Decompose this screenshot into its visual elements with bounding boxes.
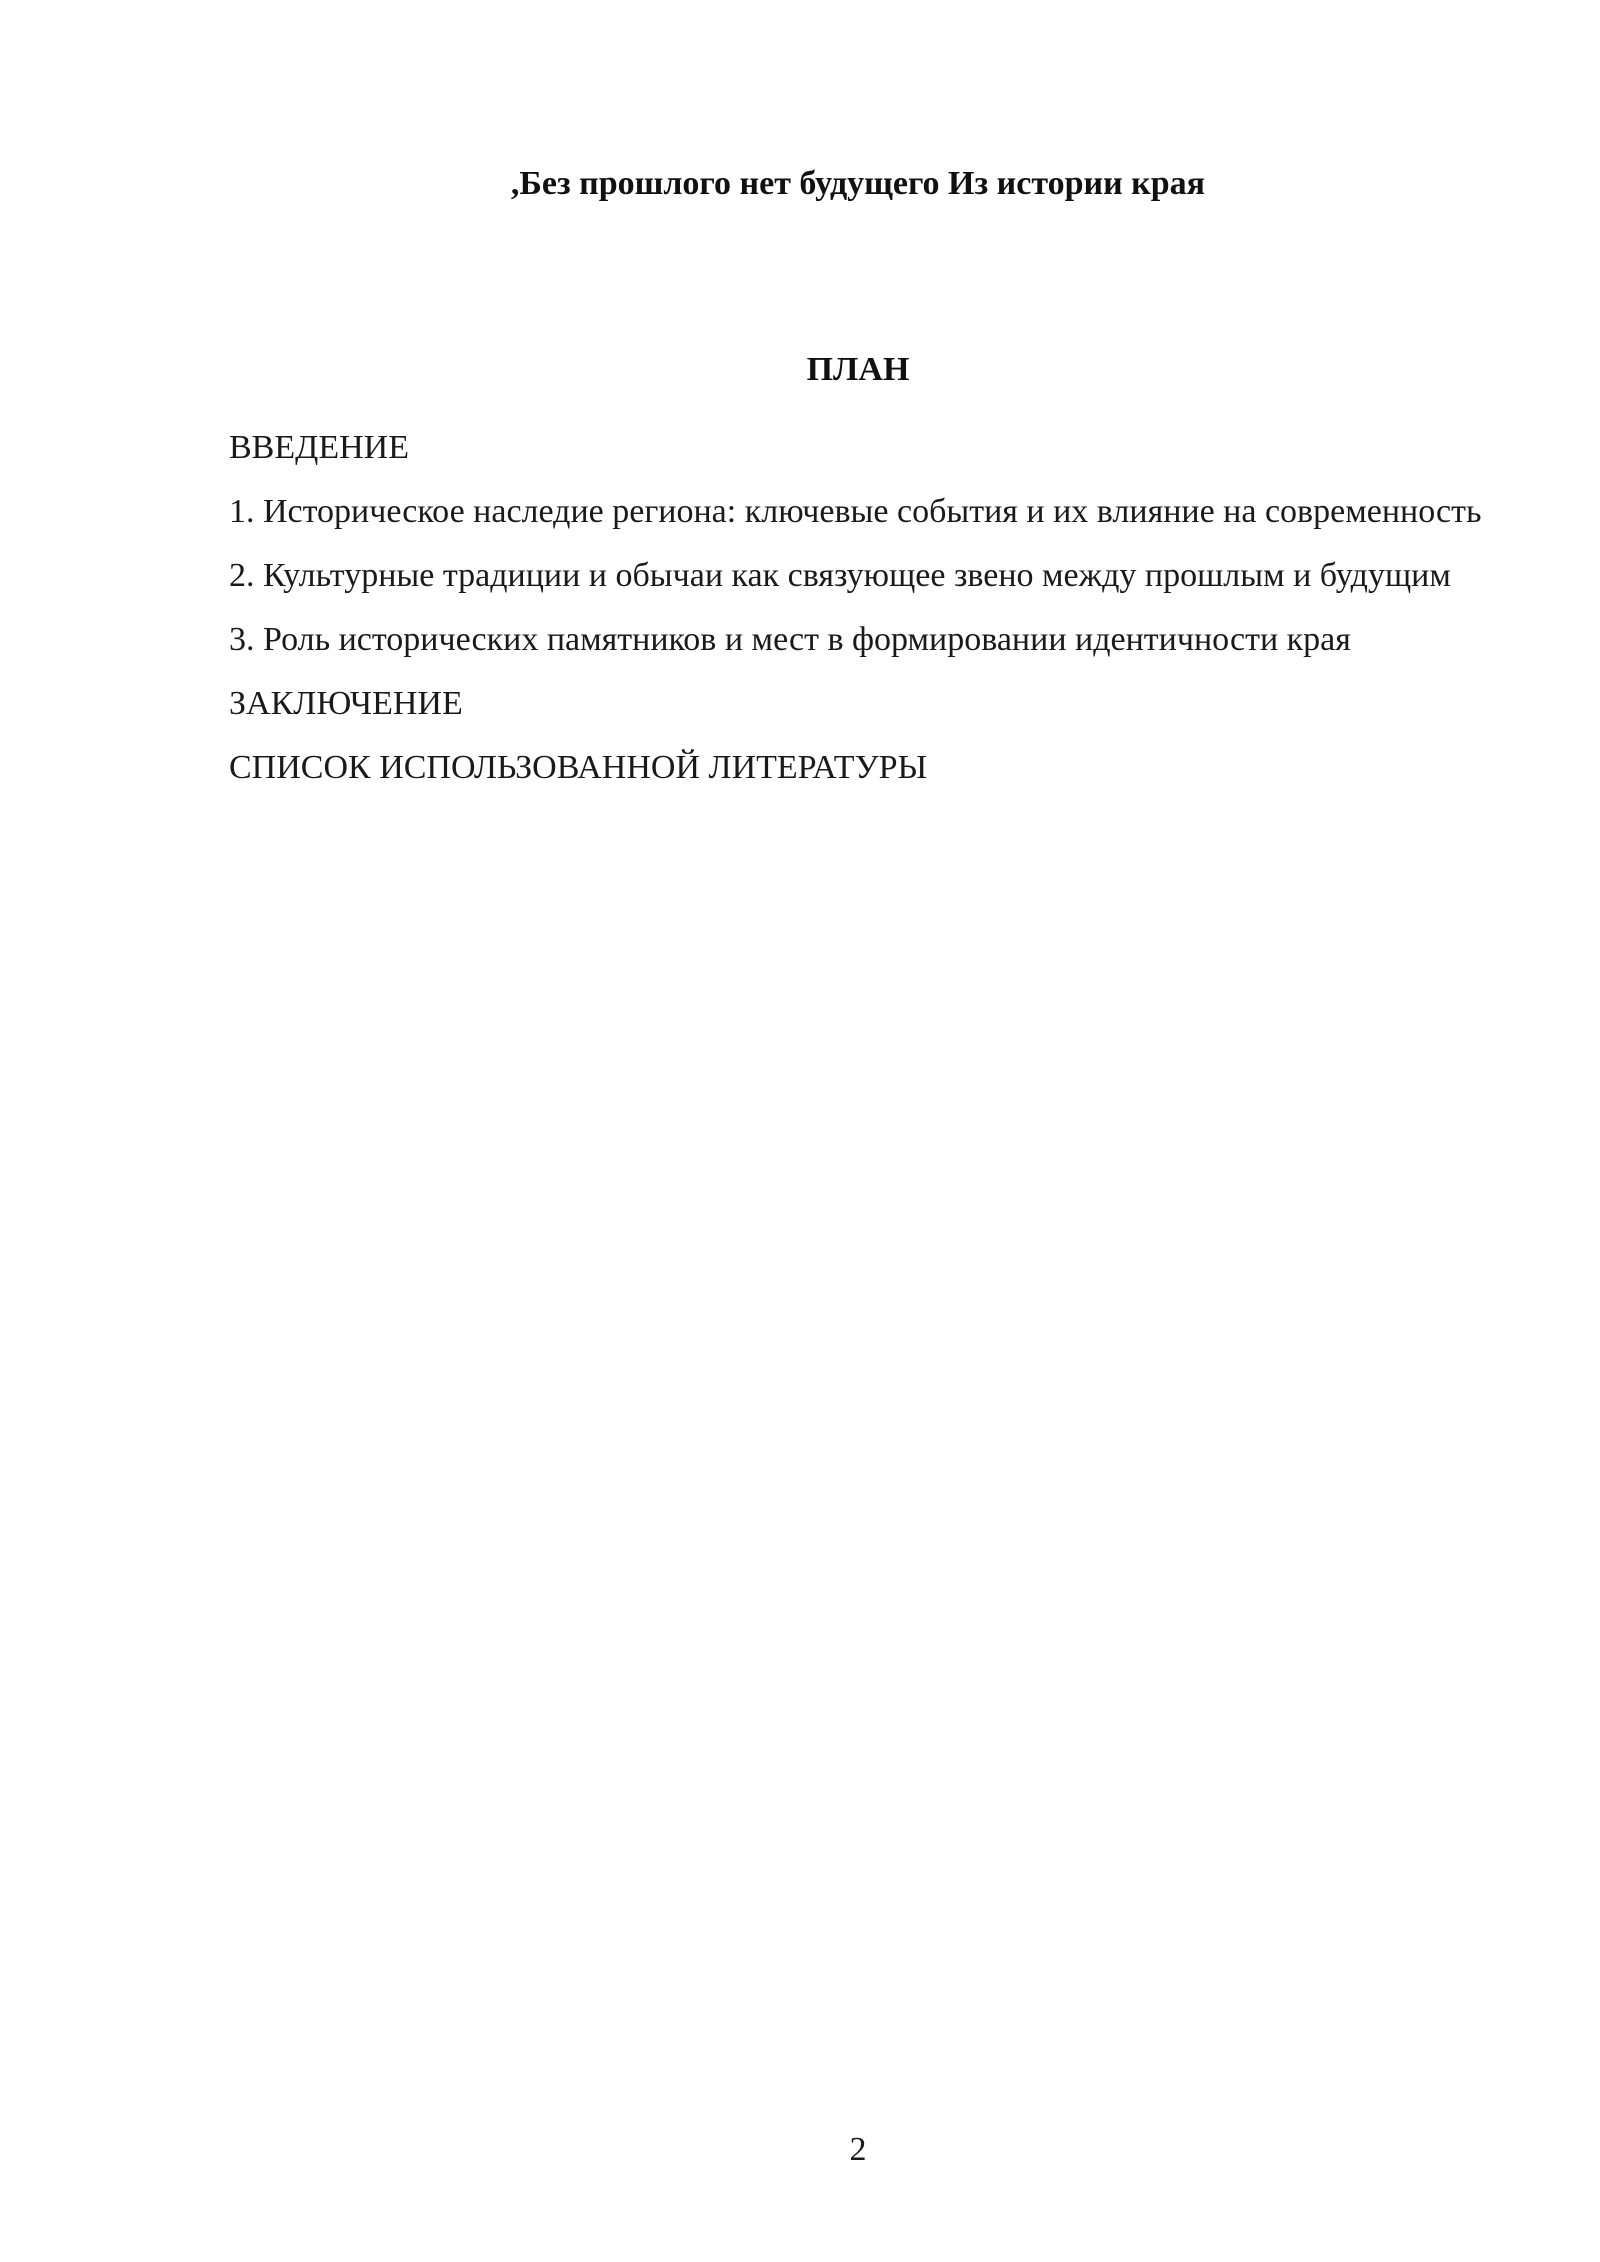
page-number: 2 <box>849 2131 867 2168</box>
toc-item-introduction: ВВЕДЕНИЕ <box>229 429 409 466</box>
toc-item-3: 3. Роль исторических памятников и мест в формировании идентичности края <box>229 621 1351 658</box>
table-of-contents <box>229 420 1499 804</box>
toc-item-2: 2. Культурные традиции и обычаи как связующее звено между прошлым и будущим <box>229 557 1451 594</box>
document-title: ,Без прошлого нет будущего Из истории края <box>510 165 1206 202</box>
toc-item-conclusion: ЗАКЛЮЧЕНИЕ <box>229 685 463 722</box>
plan-heading: ПЛАН <box>806 351 910 388</box>
toc-item-1: 1. Историческое наследие региона: ключевые события и их влияние на современность <box>229 493 1482 530</box>
toc-item-references: СПИСОК ИСПОЛЬЗОВАННОЙ ЛИТЕРАТУРЫ <box>229 749 928 786</box>
